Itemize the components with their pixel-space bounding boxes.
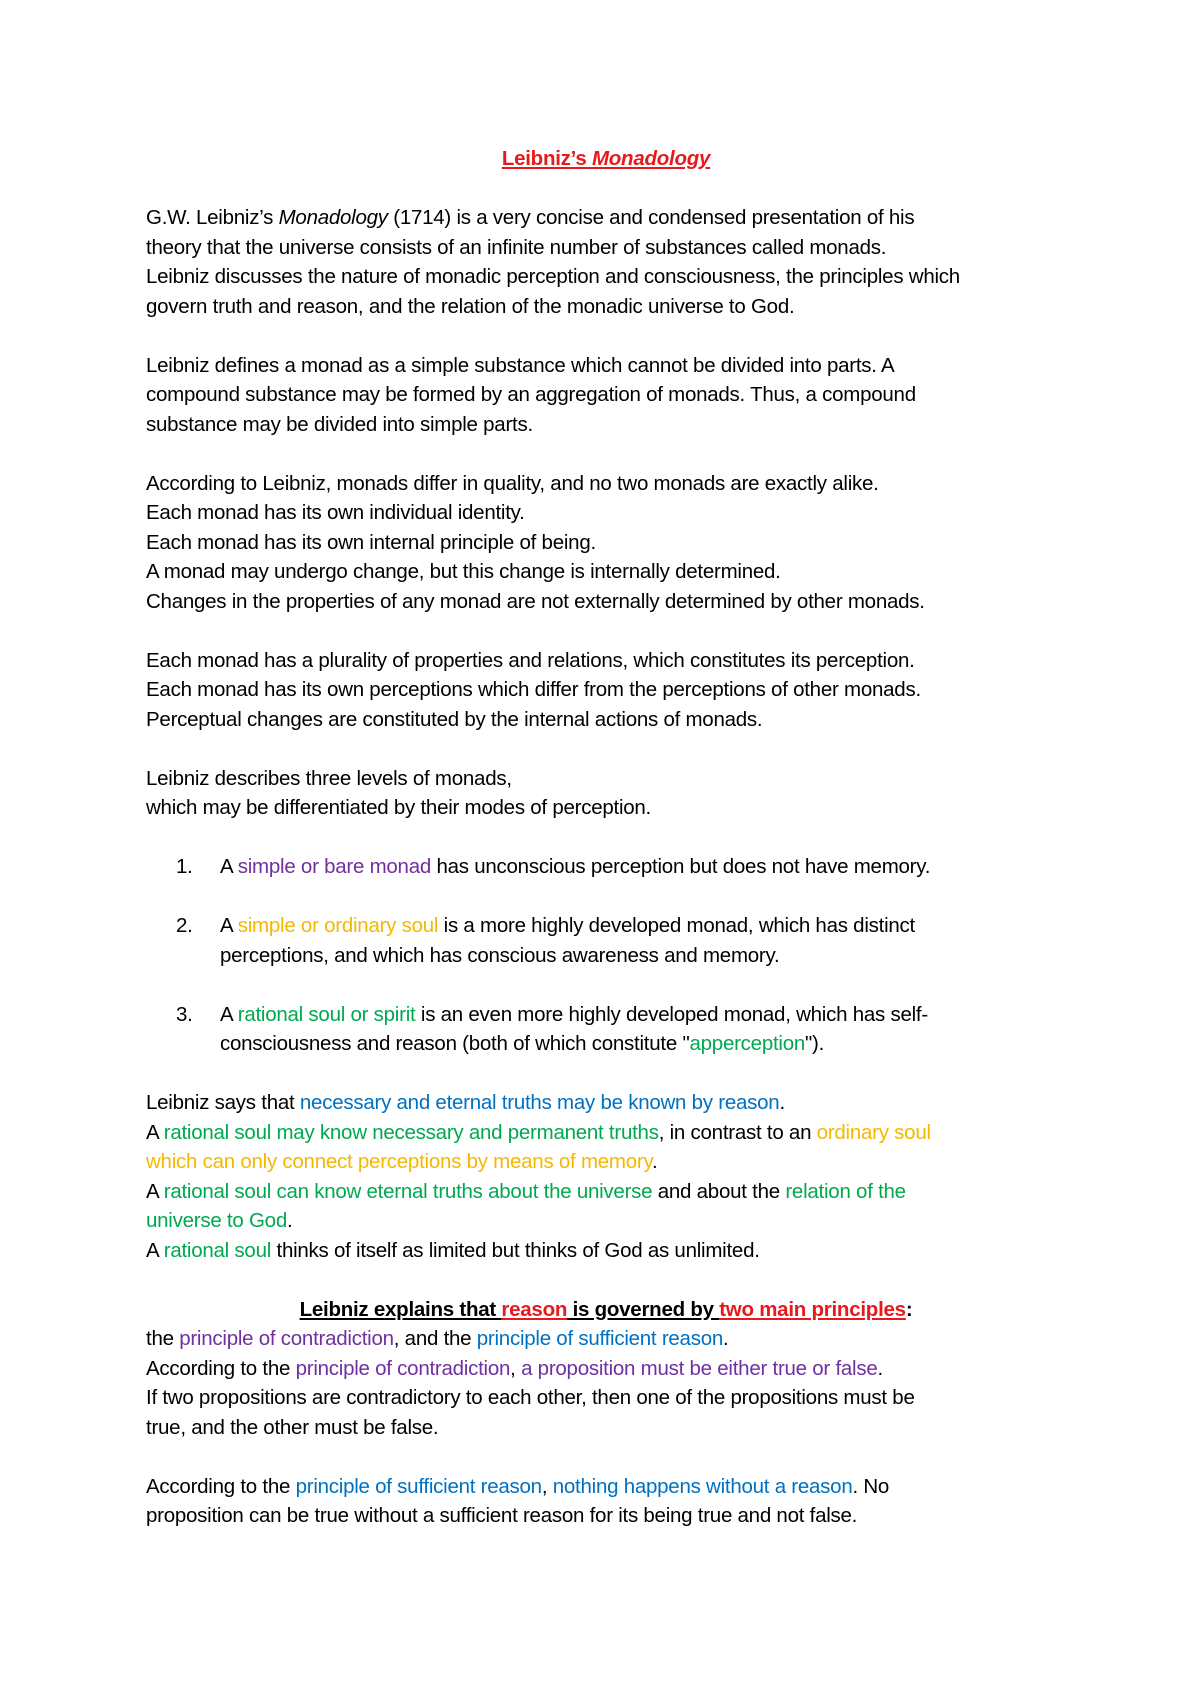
- text-line: [146, 1413, 1066, 1443]
- text-run: rational soul: [163, 1238, 272, 1262]
- text-run: Each monad has its own individual identity.: [146, 501, 525, 524]
- text-run: A: [146, 1238, 164, 1262]
- page-title: [146, 144, 1066, 174]
- text-line: [146, 469, 1066, 499]
- text-run: A monad may undergo change, but this change is internally determined.: [146, 560, 781, 583]
- text-run: .: [877, 1356, 883, 1380]
- text-run: ,: [510, 1356, 522, 1380]
- text-line: [146, 1472, 1066, 1502]
- monad-qualities-paragraph: [146, 469, 1066, 617]
- list-number: 1.: [176, 855, 193, 878]
- text-run: universe to God: [146, 1209, 287, 1232]
- text-run: Each monad has its own internal principle of being.: [146, 530, 596, 554]
- text-run: proposition can be true without a sufficient reason for its being true and not false.: [146, 1504, 858, 1527]
- text-line: [146, 1383, 1066, 1413]
- document-body: [146, 144, 1066, 1560]
- text-line: [146, 1354, 1066, 1384]
- text-run: Each monad has a plurality of properties and relations, which constitutes its perception.: [146, 648, 915, 672]
- text-line: [146, 528, 1066, 558]
- list-item: [146, 911, 1066, 970]
- text-run: Leibniz discusses the nature of monadic perception and consciousness, the principles which: [146, 265, 960, 288]
- text-run: a proposition must be either true or false: [521, 1356, 878, 1380]
- text-line: [220, 941, 1066, 971]
- text-line: [146, 1324, 1066, 1354]
- text-line: [220, 1029, 1066, 1059]
- intro-paragraph: [146, 203, 1066, 321]
- text-run: Leibniz explains that: [299, 1297, 502, 1321]
- text-line: [146, 675, 1066, 705]
- text-run: :: [905, 1297, 913, 1321]
- text-run: is governed by: [567, 1297, 720, 1321]
- text-run: G.W. Leibniz’s: [146, 206, 279, 229]
- text-line: [146, 1147, 1066, 1177]
- text-run: principle of contradiction: [179, 1327, 394, 1350]
- text-run: .: [723, 1327, 729, 1350]
- text-run: substance may be divided into simple parts.: [146, 412, 533, 436]
- text-run: Monadology: [278, 206, 388, 229]
- list-item: [146, 852, 1066, 882]
- text-line: [146, 646, 1066, 676]
- text-line: [146, 764, 1066, 794]
- text-run: (1714) is a very concise and condensed presentation of his: [387, 206, 915, 229]
- text-line: [146, 351, 1066, 381]
- monad-definition-paragraph: [146, 351, 1066, 440]
- text-run: and about the: [652, 1179, 786, 1203]
- text-run: consciousness and reason (both of which constitute ": [220, 1032, 690, 1055]
- text-run: rational soul or spirit: [237, 1002, 416, 1026]
- text-run: is a more highly developed monad, which has distinct: [438, 914, 915, 937]
- text-run: true, and the other must be false.: [146, 1415, 439, 1439]
- text-run: ").: [805, 1032, 825, 1055]
- reason-truths-paragraph: [146, 1088, 1066, 1265]
- text-run: nothing happens without a reason: [552, 1474, 853, 1498]
- text-run: . No: [852, 1474, 890, 1498]
- levels-intro-paragraph: [146, 764, 1066, 823]
- text-run: A: [220, 1002, 238, 1026]
- text-line: [220, 852, 1066, 882]
- text-line: [146, 410, 1066, 440]
- text-run: Leibniz describes three levels of monads,: [146, 766, 512, 790]
- text-run: rational soul can know eternal truths about the universe: [163, 1179, 653, 1203]
- text-run: According to the: [146, 1356, 296, 1380]
- text-line: [146, 557, 1066, 587]
- sufficient-reason-paragraph: [146, 1472, 1066, 1531]
- text-line: [146, 587, 1066, 617]
- text-run: ,: [541, 1474, 553, 1498]
- text-run: two main principles: [719, 1297, 906, 1321]
- text-run: , in contrast to an: [658, 1120, 817, 1144]
- text-run: which may be differentiated by their modes of perception.: [146, 796, 651, 819]
- text-line: [146, 498, 1066, 528]
- text-line: [146, 262, 1066, 292]
- list-item-text: [220, 911, 1066, 970]
- text-line: [146, 705, 1066, 735]
- text-run: Changes in the properties of any monad are not externally determined by other monads.: [146, 589, 925, 613]
- text-line: [146, 1177, 1066, 1207]
- text-line: [220, 911, 1066, 941]
- text-line: [146, 793, 1066, 823]
- text-run: rational soul may know necessary and permanent truths: [163, 1120, 659, 1144]
- text-run: relation of the: [785, 1179, 906, 1203]
- list-item-text: [220, 852, 1066, 882]
- text-line: [146, 1236, 1066, 1266]
- text-run: Each monad has its own perceptions which differ from the perceptions of other monads.: [146, 678, 921, 701]
- text-line: [146, 1088, 1066, 1118]
- text-run: .: [779, 1091, 785, 1114]
- text-line: [146, 1118, 1066, 1148]
- list-number: 2.: [176, 914, 193, 937]
- text-run: , and the: [393, 1327, 477, 1350]
- text-run: theory that the universe consists of an infinite number of substances called monads.: [146, 235, 887, 259]
- text-line: [146, 233, 1066, 263]
- principles-heading: [146, 1295, 1066, 1325]
- monad-levels-list: [146, 852, 1066, 1059]
- text-line: [146, 203, 1066, 233]
- text-line: [146, 1501, 1066, 1531]
- text-run: perceptions, and which has conscious awareness and memory.: [220, 943, 780, 967]
- text-run: If two propositions are contradictory to each other, then one of the propositions must be: [146, 1386, 915, 1409]
- text-run: Leibniz says that: [146, 1091, 300, 1114]
- text-run: principle of contradiction: [295, 1356, 511, 1380]
- text-run: apperception: [689, 1032, 806, 1055]
- text-line: [220, 1000, 1066, 1030]
- text-run: ordinary soul: [816, 1120, 931, 1144]
- contradiction-paragraph: [146, 1324, 1066, 1442]
- text-run: principle of sufficient reason: [476, 1327, 724, 1350]
- text-run: compound substance may be formed by an aggregation of monads. Thus, a compound: [146, 383, 916, 406]
- title-work: Monadology: [591, 147, 711, 170]
- text-run: .: [651, 1150, 658, 1173]
- text-run: simple or bare monad: [237, 855, 432, 878]
- list-item: [146, 1000, 1066, 1059]
- text-run: .: [286, 1209, 293, 1232]
- text-run: is an even more highly developed monad, which has self-: [415, 1002, 928, 1026]
- text-run: govern truth and reason, and the relation of the monadic universe to God.: [146, 294, 795, 318]
- list-item-text: [220, 1000, 1066, 1059]
- text-run: A: [146, 1179, 164, 1203]
- text-run: Leibniz defines a monad as a simple substance which cannot be divided into parts. A: [146, 353, 895, 377]
- list-number: 3.: [176, 1002, 193, 1026]
- text-run: Perceptual changes are constituted by the internal actions of monads.: [146, 707, 763, 731]
- text-run: simple or ordinary soul: [237, 914, 439, 937]
- text-run: principle of sufficient reason: [295, 1474, 542, 1498]
- text-run: the: [146, 1327, 180, 1350]
- text-line: [146, 292, 1066, 322]
- text-run: According to Leibniz, monads differ in quality, and no two monads are exactly alike.: [146, 471, 879, 495]
- text-run: A: [220, 914, 238, 937]
- text-line: [146, 1206, 1066, 1236]
- text-line: [146, 380, 1066, 410]
- text-run: which can only connect perceptions by means of memory: [146, 1150, 652, 1173]
- text-run: thinks of itself as limited but thinks of God as unlimited.: [271, 1238, 760, 1262]
- monad-perception-paragraph: [146, 646, 1066, 735]
- text-run: necessary and eternal truths may be known by reason: [299, 1091, 780, 1114]
- title-author: Leibniz’s: [501, 147, 592, 170]
- text-run: reason: [501, 1297, 568, 1321]
- text-run: According to the: [146, 1474, 296, 1498]
- text-run: A: [220, 855, 238, 878]
- text-run: has unconscious perception but does not have memory.: [431, 855, 931, 878]
- text-run: A: [146, 1120, 164, 1144]
